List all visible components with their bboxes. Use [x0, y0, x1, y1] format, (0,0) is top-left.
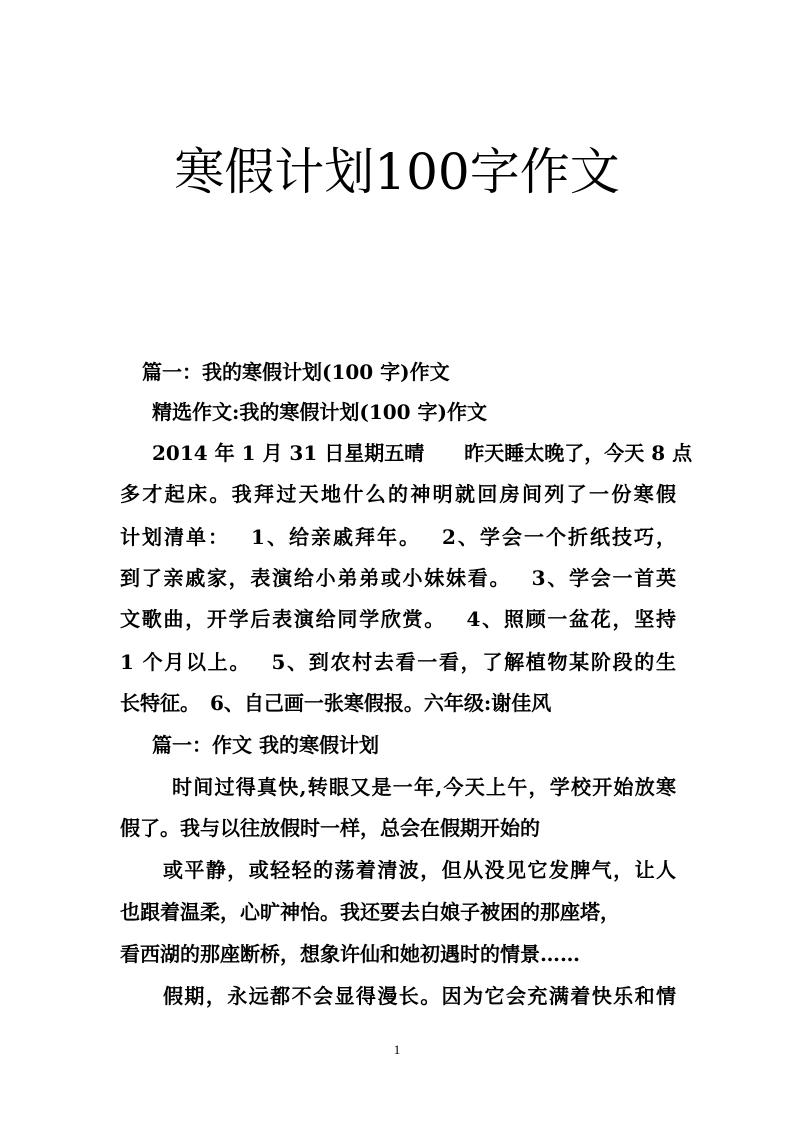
- text-line: 文歌曲，开学后表演给同学欣赏。 4、照顾一盆花，坚持: [120, 607, 676, 631]
- text-line: 时间过得真快,转眼又是一年,今天上午，学校开始放寒: [172, 775, 676, 799]
- text-line: 看西湖的那座断桥，想象许仙和她初遇时的情景……: [120, 942, 580, 966]
- text-line: 假了。我与以往放假时一样，总会在假期开始的: [120, 816, 540, 840]
- text-line: 计划清单： 1、给亲戚拜年。 2、学会一个折纸技巧，: [120, 525, 676, 549]
- text-line: 1 个月以上。 5、到农村去看一看，了解植物某阶段的生: [120, 650, 676, 674]
- text-line: 篇一：我的寒假计划(100 字)作文: [142, 360, 450, 384]
- text-line: 长特征。 6、自己画一张寒假报。六年级:谢佳风: [120, 691, 552, 715]
- document-title: 寒假计划100字作文: [174, 143, 620, 201]
- text-line: 假期，永远都不会显得漫长。因为它会充满着快乐和情: [163, 984, 676, 1008]
- text-line: 多才起床。我拜过天地什么的神明就回房间列了一份寒假: [120, 482, 676, 506]
- text-line: 也跟着温柔，心旷神怡。我还要去白娘子被困的那座塔，: [120, 900, 620, 924]
- text-line: 或平静，或轻轻的荡着清波，但从没见它发脾气，让人: [163, 858, 676, 882]
- text-line: 2014 年 1 月 31 日星期五晴 昨天睡太晚了，今天 8 点: [152, 441, 693, 465]
- text-line: 到了亲戚家，表演给小弟弟或小妹妹看。 3、学会一首英: [120, 566, 676, 590]
- page-number: 1: [393, 1042, 401, 1057]
- text-line: 精选作文:我的寒假计划(100 字)作文: [152, 400, 488, 424]
- text-line: 篇一：作文 我的寒假计划: [152, 733, 379, 757]
